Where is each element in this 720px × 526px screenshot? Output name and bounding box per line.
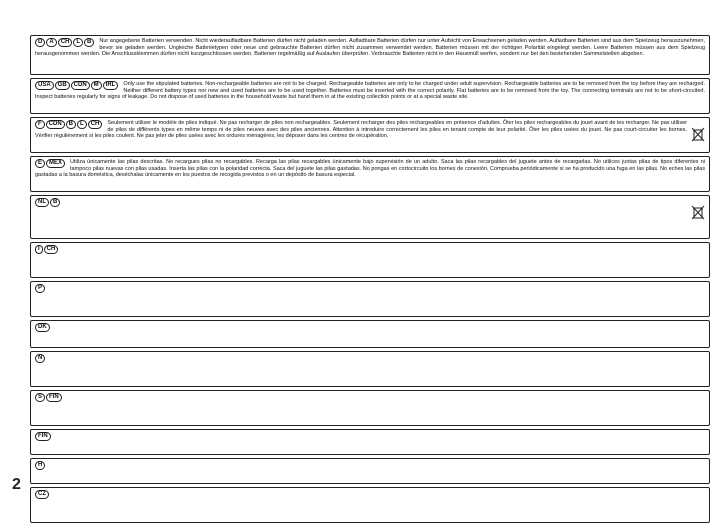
country-code-badge: MEX xyxy=(46,159,65,168)
section-text xyxy=(35,81,705,101)
country-code-badge: CH xyxy=(88,120,103,129)
language-section xyxy=(30,320,710,348)
country-codes xyxy=(35,284,46,293)
country-code-badge: CH xyxy=(58,38,73,47)
country-code-badge: N xyxy=(35,354,45,363)
country-code-badge: B xyxy=(66,120,76,129)
language-section xyxy=(30,487,710,523)
country-code-badge: USA xyxy=(35,81,54,90)
country-code-badge: F xyxy=(35,120,45,129)
country-codes xyxy=(35,323,51,332)
section-body: Only use the stipulated batteries. Non-rechargeable batteries are not to be charged. Rechargeable batteries are only to be charged under adult supervision. Rechargeable batteries are to be removed from the toy before they are recharged. Neither different battery types nor new and used batteries are to be used together. Batteries must be inserted with the correct polarity. Flat batteries are to be removed from the toy. The connecting terminals are not to be short-circuited. Inspect batteries regularly for signs of leakage. Do not dispose of used batteries in the household waste but hand them in at the existing collection points or at a special waste site. xyxy=(35,81,705,101)
country-codes xyxy=(35,393,63,402)
country-code-badge: CZ xyxy=(35,490,49,499)
country-code-badge: FIN xyxy=(46,393,62,402)
language-section xyxy=(30,281,710,317)
section-text xyxy=(35,38,705,58)
country-codes xyxy=(35,120,103,129)
section-body: Seulement utiliser le modèle de piles indiqué. Ne pas recharger de piles non rechargeables. Seulement recharger des piles rechargeables en présence d'adultes. Ôter les piles rechargeables du jouet avant de les recharger. Ne pas utiliser de piles de différents types en même temps ni de piles neuves avec des piles anciennes. Attention à introduire correctement les piles en tenant compte de leur polarité. Ôter les piles usées du jouet. Ne pas court-circuiter les bornes. Vérifier régulièrement si les piles coulent. Ne pas jeter de piles usées avec les ordures ménagères, les déposer dans les centres de récupération. xyxy=(35,120,687,140)
language-section xyxy=(30,195,710,239)
country-code-badge: CDN xyxy=(71,81,90,90)
country-code-badge: L xyxy=(73,38,83,47)
language-section xyxy=(30,242,710,278)
country-code-badge: P xyxy=(35,284,45,293)
language-section xyxy=(30,35,710,75)
section-body: Utiliza únicamente las pilas descritas. No recargues pilas no recargables. Recarga las pilas recargables únicamente bajo supervisión de un adulto. Saca las pilas recargables del juguete antes de recargarlas. No utilices juntas pilas de tipos diferentes ni tampoco pilas nuevas con pilas usadas. Inserta las pilas con la polaridad correcta. Saca del juguete las pilas gastadas. No pongas en cortocircuito los bornes de conexión. Comprueba periódicamente si se ha producido una fuga en las pilas. No eches las pilas gastadas a la basura doméstica, deséchalas únicamente en los puestos de recogida previstos o en un depósito de basura especial. xyxy=(35,159,705,179)
country-code-badge: E xyxy=(35,159,45,168)
language-section xyxy=(30,429,710,455)
country-code-badge: H xyxy=(35,461,45,470)
country-codes xyxy=(35,81,119,90)
country-code-badge: S xyxy=(35,393,45,402)
country-code-badge: L xyxy=(77,120,87,129)
country-code-badge: NL xyxy=(35,198,49,207)
country-code-badge: B xyxy=(84,38,94,47)
country-code-badge: B xyxy=(50,198,60,207)
country-code-badge: DK xyxy=(35,323,50,332)
country-code-badge: I xyxy=(35,245,43,254)
section-text xyxy=(35,120,687,140)
country-codes xyxy=(35,38,95,47)
page-number: 2 xyxy=(12,476,21,493)
language-section xyxy=(30,390,710,426)
country-code-badge: CH xyxy=(44,245,59,254)
language-section xyxy=(30,351,710,387)
country-code-badge: FIN xyxy=(35,432,51,441)
country-code-badge: D xyxy=(35,38,45,47)
country-codes xyxy=(35,490,50,499)
country-codes xyxy=(35,461,46,470)
country-code-badge: CDN xyxy=(46,120,65,129)
country-code-badge: M xyxy=(91,81,102,90)
country-codes xyxy=(35,432,52,441)
language-section xyxy=(30,458,710,484)
battery-instructions xyxy=(30,35,710,526)
language-section xyxy=(30,117,710,153)
country-code-badge: GB xyxy=(55,81,70,90)
country-codes xyxy=(35,198,61,207)
country-codes xyxy=(35,245,59,254)
country-codes xyxy=(35,159,66,168)
section-body: Nur angegebene Batterien verwenden. Nicht wiederaufladbare Batterien dürfen nicht geladen werden. Aufladbare Batterien dürfen nur unter Aufsicht von Erwachsenen geladen werden. Aufladbare Batterien sind aus dem Spielzeug herauszunehmen, bevor sie geladen werden. Ungleiche Batterietypen oder neue und gebrauchte Batterien dürfen nicht zusammen verwendet werden. Batterien müssen mit der richtigen Polarität eingelegt werden. Leere Batterien müssen aus dem Spielzeug herausgenommen werden. Die Anschlussklemmen dürfen nicht kurzgeschlossen werden. Batterien regelmäßig auf Auslaufen überprüfen. Verbrauchte Batterien nicht in den Hausmüll werfen, sondern nur bei den bestehenden Sammelstellen abgeben. xyxy=(35,38,705,58)
country-codes xyxy=(35,354,46,363)
language-section xyxy=(30,78,710,114)
nl-bin-icon xyxy=(690,204,706,220)
crossed-bin-icon xyxy=(690,126,706,142)
section-text xyxy=(35,159,705,179)
country-code-badge: A xyxy=(46,38,56,47)
country-code-badge: IRL xyxy=(103,81,119,90)
language-section xyxy=(30,156,710,192)
